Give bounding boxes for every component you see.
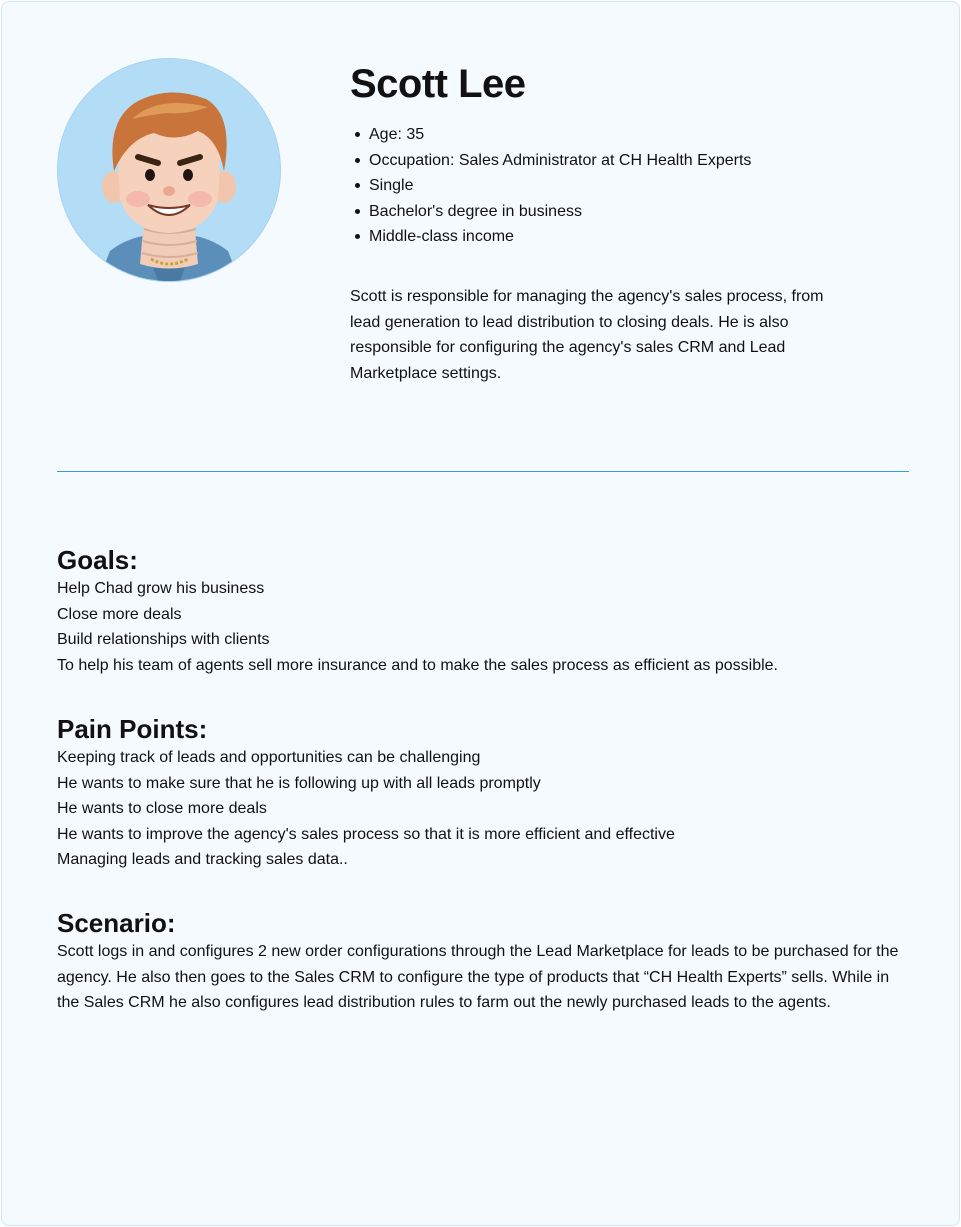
fact-occupation: Occupation: Sales Administrator at CH Health Experts [369,148,751,174]
avatar [57,58,281,282]
pain-point-item: He wants to improve the agency's sales process so that it is more efficient and effective [57,825,675,843]
persona-card [1,1,960,1226]
pain-point-item: Managing leads and tracking sales data.. [57,851,348,868]
goal-item: To help his team of agents sell more insurance and to make the sales process as efficient as possible. [57,656,778,674]
goal-item: Help Chad grow his business [57,580,265,597]
pain-point-item: Keeping track of leads and opportunities can be challenging [57,749,481,766]
pain-point-item: He wants to close more deals [57,800,267,817]
scenario-section [57,907,917,1016]
persona-bio: Scott is responsible for managing the agency's sales process, from lead generation to lead distribution to closing deals. He is also responsible for configuring the agency's sales CRM and Lead Marketplace settings. [350,288,824,382]
goal-item: Build relationships with clients [57,631,270,648]
persona-name: Scott Lee [350,62,526,106]
fact-age: Age: 35 [369,122,751,148]
fact-education: Bachelor's degree in business [369,199,751,225]
pain-points-section [57,713,917,873]
section-divider [57,471,909,472]
scenario-heading: Scenario: [57,908,176,938]
goals-section [57,544,917,678]
fact-relationship: Single [369,173,751,199]
goals-heading: Goals: [57,545,138,575]
persona-facts-list [350,122,751,250]
pain-points-heading: Pain Points: [57,714,208,744]
goal-item: Close more deals [57,605,182,623]
scenario-text: Scott logs in and configures 2 new order configurations through the Lead Marketplace for leads to be purchased for the agency. He also then goes to the Sales CRM to configure the type of products that “CH Health Experts” sells. While in the Sales CRM he also configures lead distribution rules to farm out the newly purchased leads to the agents. [57,943,899,1011]
fact-income: Middle-class income [369,224,751,250]
pain-point-item: He wants to make sure that he is following up with all leads promptly [57,774,541,792]
avatar-illustration [58,59,280,281]
